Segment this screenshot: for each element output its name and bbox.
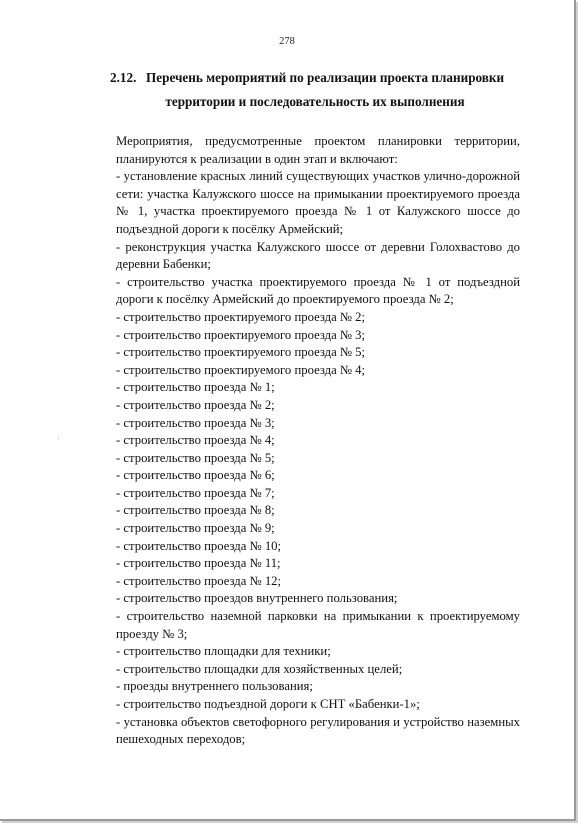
section-heading-line1	[60, 66, 530, 90]
page-number: 278	[279, 36, 295, 47]
list-item: - строительство проезда № 5;	[116, 450, 275, 465]
list-item: - строительство наземной парковки на примыкании к проектируемому проезду № 3;	[116, 609, 520, 641]
list-item: - строительство проезда № 9;	[116, 521, 275, 536]
list-item: - строительство проезда № 4;	[116, 433, 275, 448]
list-item: - строительство проезда № 8;	[116, 503, 275, 518]
list-item: - строительство проезда № 3;	[116, 415, 275, 430]
list-item: - реконструкция участка Калужского шоссе от деревни Голохвастово до деревни Бабенки;	[116, 239, 520, 272]
measures-list	[116, 168, 520, 749]
list-item: - строительство проектируемого проезда № 3;	[116, 327, 366, 342]
list-item: - проезды внутреннего пользования;	[116, 679, 313, 694]
section-number: 2.12.	[110, 70, 137, 85]
section-heading	[60, 66, 530, 114]
list-item: - установка объектов светофорного регулирования и устройство наземных пешеходных переходов;	[116, 714, 520, 747]
list-item: - строительство подъездной дороги к СНТ «Бабенки-1»;	[116, 697, 420, 711]
list-item: - строительство площадки для техники;	[116, 644, 331, 659]
section-title-part2: территории и последовательность их выполнения	[165, 94, 465, 109]
list-item: - строительство проезда № 10;	[116, 538, 282, 553]
list-item: - строительство проектируемого проезда № 2;	[116, 309, 366, 324]
list-item: - строительство проектируемого проезда № 4;	[116, 362, 366, 377]
section-title-part1: Перечень мероприятий по реализации проекта планировки	[146, 70, 505, 85]
list-item: - строительство проезда № 6;	[116, 468, 275, 483]
document-body	[116, 133, 520, 749]
list-item: - строительство проездов внутреннего пользования;	[116, 591, 398, 606]
list-item: - строительство участка проектируемого проезда № 1 от подъездной дороги к посёлку Армейский до проектируемого проезда № 2;	[116, 274, 520, 307]
list-item: - строительство проезда № 2;	[116, 397, 275, 412]
scan-artifact	[58, 438, 59, 439]
list-item: - строительство проезда № 7;	[116, 485, 275, 500]
list-item: - строительство проезда № 1;	[116, 380, 275, 395]
list-item: - строительство проектируемого проезда № 5;	[116, 345, 366, 360]
list-item: - строительство проезда № 12;	[116, 573, 282, 588]
list-item: - строительство проезда № 11;	[116, 556, 281, 571]
intro-paragraph: Мероприятия, предусмотренные проектом планировки территории, планируются к реализации в один этап и включают:	[116, 134, 520, 166]
list-item: - строительство площадки для хозяйственных целей;	[116, 661, 403, 676]
list-item: - установление красных линий существующих участков улично-дорожной сети: участка Калужского шоссе на примыкании проектируемого проезда № 1, участка проектируемого проезда № 1 от Калужского шоссе до подъездной дороги к посёлку Армейский;	[116, 169, 520, 236]
